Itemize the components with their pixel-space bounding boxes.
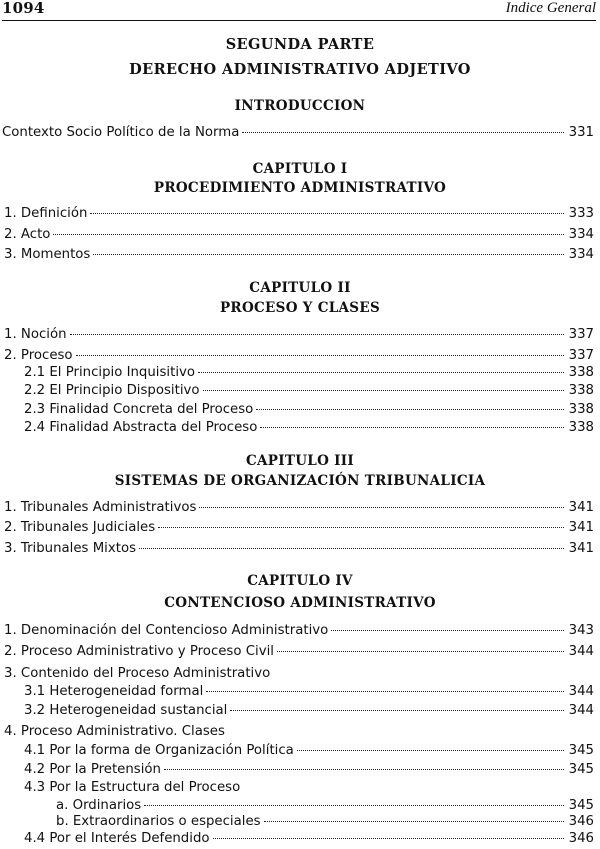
chapter-title: PROCESO Y CLASES — [219, 300, 380, 316]
toc-entry-label: 1. Tribunales Administrativos — [4, 500, 197, 515]
toc-entry — [0, 702, 594, 720]
toc-entry-label: Contexto Socio Político de la Norma — [2, 125, 240, 140]
running-title: Indice General — [505, 0, 596, 16]
toc-entry — [0, 540, 594, 558]
dot-leader — [206, 690, 564, 692]
toc-entry-page: 346 — [568, 831, 594, 846]
toc-entry-label: 2. Proceso — [4, 348, 73, 363]
toc-entry-page: 338 — [568, 402, 594, 417]
toc-entry-label: a. Ordinarios — [56, 798, 142, 813]
toc-entry — [0, 742, 594, 760]
toc-entry — [0, 364, 594, 382]
dot-leader — [164, 768, 564, 770]
toc-entry-page: 345 — [568, 762, 594, 777]
toc-entry-page: 338 — [568, 365, 594, 380]
toc-entry-label: 2.1 El Principio Inquisitivo — [24, 365, 196, 380]
toc-entry — [0, 643, 594, 661]
toc-entry-label: 3.2 Heterogeneidad sustancial — [24, 703, 228, 718]
toc-entry — [0, 326, 594, 344]
dot-leader — [198, 371, 564, 373]
toc-entry-page: 331 — [568, 125, 594, 140]
dot-leader — [242, 131, 564, 133]
toc-entry-label: 1. Denominación del Contencioso Administrativo — [4, 623, 329, 638]
dot-leader — [331, 629, 564, 631]
toc-entry — [0, 761, 594, 779]
toc-entry-page: 334 — [568, 247, 594, 262]
dot-leader — [139, 547, 564, 549]
toc-entry-page: 333 — [568, 206, 594, 221]
toc-entry-page: 337 — [568, 348, 594, 363]
toc-entry-label: 2. Acto — [4, 227, 51, 242]
toc-entry-label: 4.4 Por el Interés Defendido — [24, 831, 210, 846]
toc-entry-label: 1. Definición — [4, 206, 88, 221]
toc-entry-label: 2.2 El Principio Dispositivo — [24, 383, 200, 398]
toc-entry — [0, 830, 594, 848]
toc-entry — [0, 499, 594, 517]
toc-entry-label: 3. Contenido del Proceso Administrativo — [4, 666, 271, 681]
toc-entry-page: 334 — [568, 227, 594, 242]
chapter-number: CAPITULO II — [249, 280, 351, 296]
toc-entry — [0, 683, 594, 701]
toc-entry — [0, 813, 594, 831]
toc-entry-label: 4.1 Por la forma de Organización Política — [24, 743, 294, 758]
toc-entry — [0, 205, 594, 223]
page-header — [2, 0, 596, 21]
chapter-title: SISTEMAS DE ORGANIZACIÓN TRIBUNALICIA — [114, 473, 486, 489]
chapter-number: CAPITULO III — [245, 453, 354, 469]
toc-entry-page: 337 — [568, 327, 594, 342]
toc-entry-label: b. Extraordinarios o especiales — [56, 814, 261, 829]
toc-entry-page: 344 — [568, 684, 594, 699]
dot-leader — [199, 506, 564, 508]
toc-entry-page: 338 — [568, 420, 594, 435]
introduccion-heading: INTRODUCCION — [234, 98, 366, 114]
toc-entry-label: 4.3 Por la Estructura del Proceso — [24, 780, 241, 795]
toc-entry — [0, 382, 594, 400]
toc-entry — [0, 401, 594, 419]
dot-leader — [93, 253, 564, 255]
toc-entry-label: 1. Noción — [4, 327, 67, 342]
toc-entry-label: 3. Tribunales Mixtos — [4, 541, 137, 556]
dot-leader — [213, 837, 564, 839]
dot-leader — [230, 709, 564, 711]
dot-leader — [277, 650, 564, 652]
chapter-number: CAPITULO I — [252, 161, 348, 177]
toc-entry-page: 345 — [568, 798, 594, 813]
dot-leader — [297, 749, 564, 751]
toc-entry — [0, 226, 594, 244]
toc-entry-label: 2. Proceso Administrativo y Proceso Civil — [4, 644, 274, 659]
dot-leader — [90, 212, 564, 214]
toc-entry-label: 2.3 Finalidad Concreta del Proceso — [24, 402, 254, 417]
part-heading: SEGUNDA PARTE — [225, 36, 375, 53]
toc-entry — [0, 519, 594, 537]
toc-entry — [0, 419, 594, 437]
toc-entry — [0, 723, 594, 741]
page-number: 1094 — [2, 0, 45, 17]
toc-entry-label: 4.2 Por la Pretensión — [24, 762, 161, 777]
toc-entry-page: 341 — [568, 520, 594, 535]
dot-leader — [260, 426, 564, 428]
dot-leader — [76, 354, 564, 356]
dot-leader — [256, 408, 564, 410]
toc-entry-label: 2. Tribunales Judiciales — [4, 520, 156, 535]
dot-leader — [264, 820, 564, 822]
chapter-title: CONTENCIOSO ADMINISTRATIVO — [164, 595, 436, 611]
toc-entry-page: 345 — [568, 743, 594, 758]
toc-entry — [0, 246, 594, 264]
toc-entry — [0, 347, 594, 365]
toc-entry — [0, 622, 594, 640]
chapter-number: CAPITULO IV — [247, 573, 353, 589]
toc-entry-page: 341 — [568, 500, 594, 515]
toc-entry-label: 3. Momentos — [4, 247, 91, 262]
dot-leader — [203, 389, 564, 391]
part-subheading: DERECHO ADMINISTRATIVO ADJETIVO — [129, 61, 471, 78]
toc-entry — [0, 665, 594, 683]
dot-leader — [158, 526, 564, 528]
dot-leader — [144, 804, 564, 806]
toc-entry-page: 346 — [568, 814, 594, 829]
toc-entry-label: 2.4 Finalidad Abstracta del Proceso — [24, 420, 258, 435]
toc-entry — [0, 779, 594, 797]
toc-entry-page: 344 — [568, 644, 594, 659]
dot-leader — [70, 333, 564, 335]
toc-entry-page: 344 — [568, 703, 594, 718]
toc-entry — [0, 124, 594, 142]
chapter-title: PROCEDIMIENTO ADMINISTRATIVO — [153, 180, 447, 196]
toc-entry-page: 338 — [568, 383, 594, 398]
dot-leader — [53, 233, 564, 235]
toc-entry-label: 4. Proceso Administrativo. Clases — [4, 724, 225, 739]
toc-entry-label: 3.1 Heterogeneidad formal — [24, 684, 204, 699]
toc-entry-page: 343 — [568, 623, 594, 638]
toc-entry-page: 341 — [568, 541, 594, 556]
